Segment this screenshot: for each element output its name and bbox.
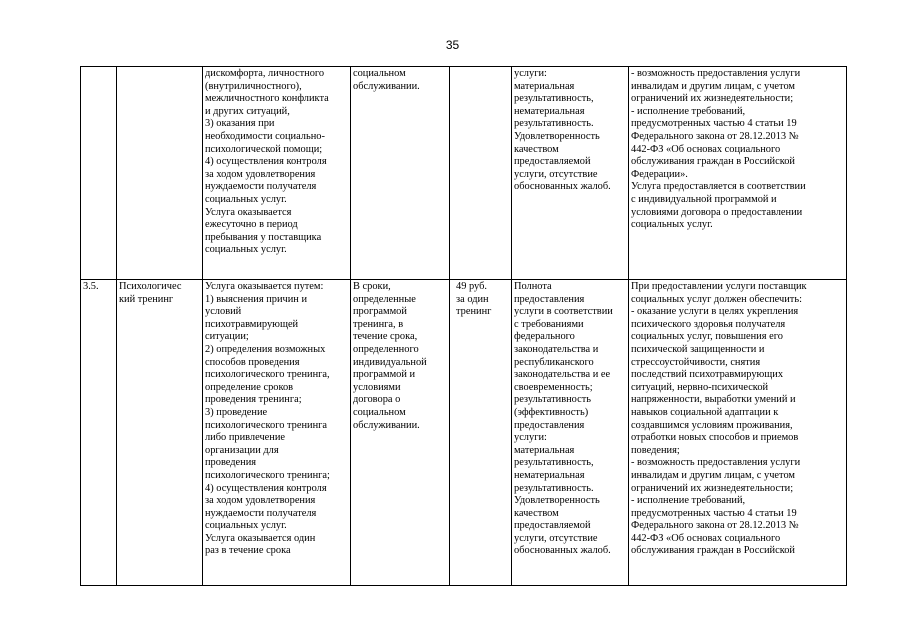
cell-service-conditions: При предоставлении услуги поставщик социальных услуг должен обеспечить: - оказание услуги в целях укрепления психического здоровья получателя социальных услуг, повышения его психической защищенности и стрессоустойчивости, снятия последствий психотравмирующих ситуаций, нервно-психической напряженности, выработки умений и навыков социальной адаптации к создавшимся условиям проживания, отработки новых способов и приемов поведения; - возможность предоставления услуги инвалидам и другим лицам, с учетом ограничений их жизнедеятельности; - исполнение требований, предусмотренных частью 4 статьи 19 Федерального закона от 28.12.2013 № 442-ФЗ «Об основах социального обслуживания граждан в Российской [629, 280, 847, 586]
services-table [80, 66, 847, 586]
cell-number [81, 67, 117, 280]
page-number: 35 [445, 38, 460, 52]
cell-service-conditions: - возможность предоставления услуги инвалидам и другим лицам, с учетом ограничений их жизнедеятельности; - исполнение требований, предусмотренных частью 4 статьи 19 Федерального закона от 28.12.2013 № 442-ФЗ «Об основах социального обслуживания граждан в Российской Федерации». Услуга предоставляется в соответствии с индивидуальной программой и условиями договора о предоставлении социальных услуг. [629, 67, 847, 280]
cell-service-term: социальном обслуживании. [351, 67, 450, 280]
cell-quality-indicators: Полнота предоставления услуги в соответствии с требованиями федерального законодательства и республиканского законодательства и ее своевременность; результативность (эффективность) предоставления услуги: материальная результативность, нематериальная результативность. Удовлетворенность качеством предоставляемой услуги, отсутствие обоснованных жалоб. [512, 280, 629, 586]
cell-service-name [117, 67, 203, 280]
cell-service-term: В сроки, определенные программой тренинга, в течение срока, определенного индивидуальной программой и условиями договора о социальном обслуживании. [351, 280, 450, 586]
cell-service-price: 49 руб. за один тренинг [450, 280, 512, 586]
cell-service-content: дискомфорта, личностного (внутриличностного), межличностного конфликта и других ситуаций, 3) оказания при необходимости социально- психологической помощи; 4) осуществления контроля за ходом удовлетворения нуждаемости получателя социальных услуг. Услуга оказывается ежесуточно в период пребывания у поставщика социальных услуг. [203, 67, 351, 280]
cell-number: 3.5. [81, 280, 117, 586]
table-row-3-5 [81, 280, 847, 586]
cell-service-content: Услуга оказывается путем: 1) выяснения причин и условий психотравмирующей ситуации; 2) определения возможных способов проведения психологического тренинга, определение сроков проведения тренинга; 3) проведение психологического тренинга либо привлечение организации для проведения психологического тренинга; 4) осуществления контроля за ходом удовлетворения нуждаемости получателя социальных услуг. Услуга оказывается один раз в течение срока [203, 280, 351, 586]
cell-service-name: Психологичес кий тренинг [117, 280, 203, 586]
cell-quality-indicators: услуги: материальная результативность, нематериальная результативность. Удовлетворенность качеством предоставляемой услуги, отсутствие обоснованных жалоб. [512, 67, 629, 280]
table-row-continuation [81, 67, 847, 280]
cell-service-price [450, 67, 512, 280]
